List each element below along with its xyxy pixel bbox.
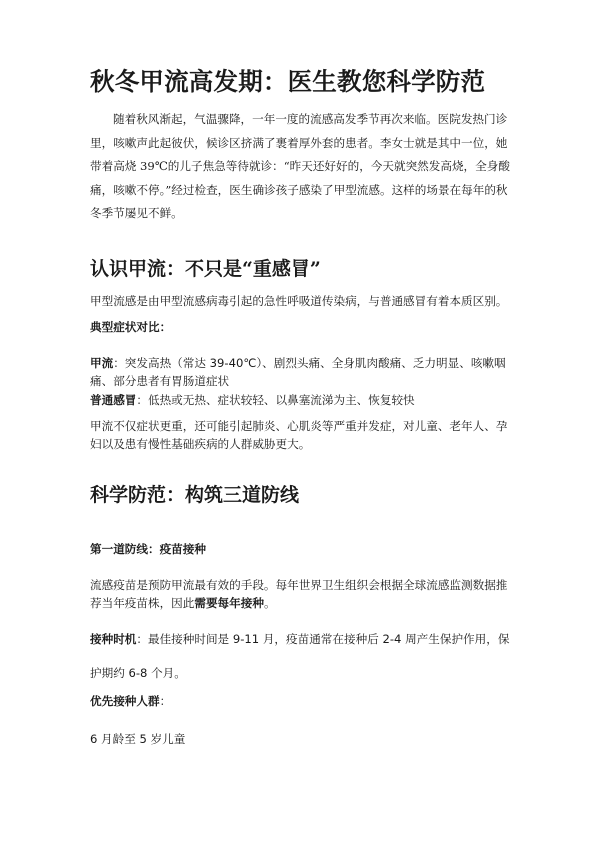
priority-groups-title: 优先接种人群 bbox=[90, 694, 160, 708]
section-heading-prevention: 科学防范：构筑三道防线 bbox=[90, 484, 300, 506]
vaccine-timing bbox=[90, 622, 515, 690]
cold-symptoms bbox=[90, 391, 515, 409]
flu-symptoms bbox=[90, 354, 515, 390]
vaccine-annual-emphasis: 需要每年接种 bbox=[194, 596, 264, 610]
flu-symptoms-text: ：突发高热（常达 39-40℃）、剧烈头痛、全身肌肉酸痛、乏力明显、咳嗽咽痛、部分患者有胃肠道症状 bbox=[90, 356, 506, 388]
complication-warning: 甲流不仅症状更重，还可能引起肺炎、心肌炎等严重并发症，对儿童、老年人、孕妇以及患有慢性基础疾病的人群威胁更大。 bbox=[90, 419, 508, 451]
priority-group-item: 6 月龄至 5 岁儿童 bbox=[90, 732, 186, 746]
flu-label: 甲流 bbox=[90, 356, 114, 370]
document-page: 秋冬甲流高发期：医生教您科学防范 随着秋风渐起，气温骤降，一年一度的流感高发季节再次来临。医院发热门诊里，咳嗽声此起彼伏，候诊区挤满了裹着厚外套的患者。李女士就是其中一位，她带着高烧 39℃的儿子焦急等待就诊：“昨天还好好的，今天就突然发高烧，全身酸痛，咳嗽不停。”经过检查，医生确诊孩子感染了甲型流感。这样的场景在每年的秋冬季节屡见不鲜。 认识甲流：不只是“重感冒” 甲型流感是由甲型流感病毒引起的急性呼吸道传染病，与普通感冒有着本质区别。 典型症状对比： 甲流：突发高热（常达 39-40℃）、剧烈头痛、全身肌肉酸痛、乏力明显、咳嗽咽痛、部分患者有胃肠道症状 普通感冒：低热或无热、症状较轻、以鼻塞流涕为主、恢复较快 甲流不仅症状更重，还可能引起肺炎、心肌炎等严重并发症，对儿童、老年人、孕妇以及患有慢性基础疾病的人群威胁更大。 科学防范：构筑三道防线 第一道防线：疫苗接种 流感疫苗是预防甲流最有效的手段。每年世界卫生组织会根据全球流感监测数据推荐当年疫苗株，因此需要每年接种。 接种时机：最佳接种时间是 9-11 月，疫苗通常在接种后 2-4 周产生保护作用，保护期约 6-8 个月。 优先接种人群： 6 月龄至 5 岁儿童 bbox=[0, 0, 595, 841]
vaccine-paragraph: 流感疫苗是预防甲流最有效的手段。每年世界卫生组织会根据全球流感监测数据推荐当年疫苗株，因此需要每年接种。 bbox=[90, 578, 508, 610]
defense-line-1-title: 第一道防线：疫苗接种 bbox=[90, 542, 206, 556]
flu-definition-text: 甲型流感是由甲型流感病毒引起的急性呼吸道传染病，与普通感冒有着本质区别。 bbox=[90, 294, 508, 308]
section-heading-know-flu: 认识甲流：不只是“重感冒” bbox=[90, 258, 321, 280]
symptom-compare-title: 典型症状对比： bbox=[90, 320, 172, 334]
timing-text: ：最佳接种时间是 9-11 月，疫苗通常在接种后 2-4 周产生保护作用，保护期约 6-8 个月。 bbox=[90, 632, 510, 680]
cold-label: 普通感冒 bbox=[90, 393, 137, 407]
page-title: 秋冬甲流高发期：医生教您科学防范 bbox=[90, 67, 486, 96]
cold-symptoms-text: ：低热或无热、症状较轻、以鼻塞流涕为主、恢复较快 bbox=[136, 393, 415, 407]
timing-label: 接种时机 bbox=[90, 632, 137, 646]
intro-paragraph: 随着秋风渐起，气温骤降，一年一度的流感高发季节再次来临。医院发热门诊里，咳嗽声此起彼伏，候诊区挤满了裹着厚外套的患者。李女士就是其中一位，她带着高烧 39℃的儿子焦急等待就诊：“昨天还好好的，今天就突然发高烧，全身酸痛，咳嗽不停。”经过检查，医生确诊孩子感染了甲型流感。这样的场景在每年的秋冬季节屡见不鲜。 bbox=[90, 112, 510, 220]
